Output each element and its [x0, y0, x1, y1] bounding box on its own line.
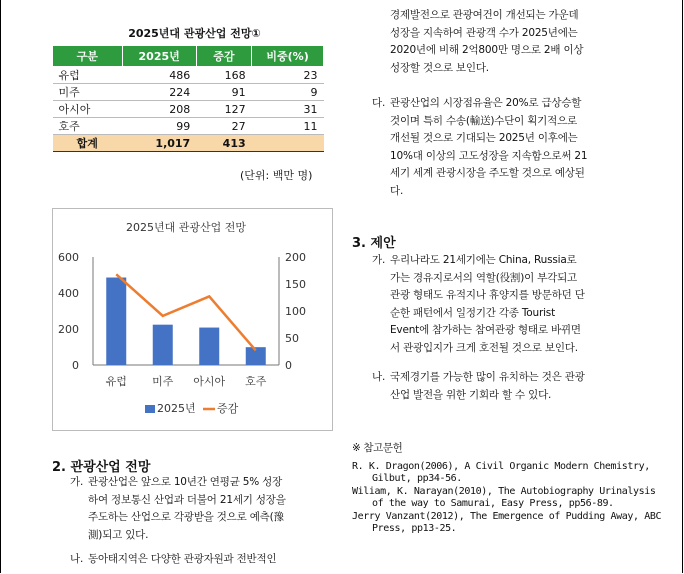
y-tick-right: 50: [285, 332, 299, 345]
row-name: 유럽: [53, 67, 123, 84]
text-line: 성장할 것으로 보인다.: [390, 61, 489, 74]
reference-item: R. K. Dragon(2006), A Civil Organic Modern Chemistry, Gilbut, pp34-56.: [352, 460, 650, 484]
row-name: 아시아: [53, 101, 123, 118]
row-change: 27: [196, 118, 251, 135]
text-line: 산업 발전을 위한 기회라 할 수 있다.: [390, 388, 552, 401]
total-share: [252, 135, 324, 152]
header-category: 구분: [53, 46, 123, 67]
text-line: 국제경기를 가능한 많이 유치하는 것은 관광: [390, 371, 585, 383]
text-line: 10%대 이상의 고도성장을 지속함으로써 21: [390, 149, 588, 162]
text-line: 관광 형태도 유적지나 휴양지를 방문하던 단: [390, 289, 585, 301]
item-marker: 다.: [372, 97, 386, 109]
references: [352, 442, 662, 536]
section2-item-ga: [70, 474, 338, 548]
table-total-row: [53, 135, 324, 152]
text-line: 경제발전으로 관광여건이 개선되는 가운데: [390, 9, 579, 21]
text-line: 동아태지역은 다양한 관광자원과 전반적인: [88, 553, 277, 565]
bar: [153, 325, 173, 365]
combo-chart: [53, 209, 332, 430]
row-change: 91: [196, 84, 251, 101]
header-2025: 2025년: [122, 46, 196, 67]
row-2025: 224: [122, 84, 196, 101]
x-tick-label: 아시아: [193, 375, 226, 388]
reference-item: Wiliam, K. Narayan(2010), The Autobiography Urinalysis of the way to Samurai, Easy Press, pp56-89.: [352, 485, 656, 509]
y-tick-right: 200: [285, 251, 306, 264]
x-tick-label: 유럽: [105, 375, 127, 388]
text-line: 세기 세계 관광시장을 주도할 것으로 예상된: [390, 167, 585, 179]
item-marker: 가.: [70, 476, 84, 488]
table-header-row: [53, 46, 324, 67]
statistics-table: [52, 45, 324, 152]
reference-item: Jerry Vanzant(2012), The Emergence of Pudding Away, ABC Press, pp13-25.: [352, 510, 662, 534]
bar: [199, 328, 219, 365]
x-tick-label: 호주: [245, 375, 267, 388]
text-line: 것이며 특히 수송(輸送)수단이 획기적으로: [390, 114, 577, 127]
text-line: 서 관광입지가 크게 호전될 것으로 보인다.: [390, 341, 578, 354]
row-share: 23: [252, 67, 324, 84]
item-marker: 나.: [372, 371, 386, 383]
header-share: 비중(%): [252, 46, 324, 67]
legend-label-bar: 2025년: [157, 402, 196, 415]
text-line: 관광산업의 시장점유율은 20%로 급상승할: [390, 97, 582, 109]
section3-heading: 3. 제안: [352, 236, 396, 251]
text-line: 주도하는 산업으로 각광받을 것으로 예측(豫: [88, 511, 284, 523]
y-tick-left: 400: [58, 287, 79, 300]
total-2025: 1,017: [122, 135, 196, 152]
y-tick-left: 600: [58, 251, 79, 264]
section2-item-na: [70, 551, 338, 569]
total-change: 413: [196, 135, 251, 152]
y-tick-left: 200: [58, 323, 79, 336]
chart-frame: [52, 208, 333, 431]
text-line: 가는 경유지로서의 역할(役割)이 부각되고: [390, 271, 577, 284]
row-share: 9: [252, 84, 324, 101]
bar: [106, 278, 126, 365]
text-line: Event에 참가하는 참여관광 형태로 바뀌면: [390, 324, 581, 336]
legend-label-line: 증감: [217, 402, 239, 415]
y-tick-right: 0: [285, 359, 292, 372]
x-tick-label: 미주: [152, 375, 174, 388]
text-line: 우리나라도 21세기에는 China, Russia로: [390, 254, 577, 266]
total-name: 합계: [53, 135, 123, 152]
section3-item-na: [372, 369, 662, 407]
y-tick-right: 150: [285, 278, 306, 291]
row-2025: 486: [122, 67, 196, 84]
table-row: [53, 84, 324, 101]
text-line: 2020년에 비해 2억800만 명으로 2배 이상: [390, 44, 584, 56]
table-row: [53, 101, 324, 118]
row-2025: 99: [122, 118, 196, 135]
table-unit: (단위: 백만 명): [240, 169, 313, 182]
text-line: 순한 패턴에서 일정기간 각종 Tourist: [390, 306, 555, 319]
text-line: 하여 정보통신 산업과 더불어 21세기 성장을: [88, 493, 286, 506]
table-row: [53, 118, 324, 135]
text-line: 성장을 지속하여 관광객 수가 2025년에는: [390, 26, 578, 39]
text-line: 개선될 것으로 기대되는 2025년 이후에는: [390, 132, 578, 144]
text-line: 관광산업은 앞으로 10년간 연평균 5% 성장: [88, 476, 283, 488]
legend-swatch-bar: [145, 405, 155, 413]
references-title: ※ 참고문헌: [352, 442, 403, 454]
row-share: 11: [252, 118, 324, 135]
row-name: 미주: [53, 84, 123, 101]
section3-item-ga: [372, 252, 662, 362]
chart-title: 2025년대 관광산업 전망: [126, 221, 246, 234]
line-series-change: [116, 274, 256, 350]
item-marker: 나.: [70, 553, 84, 565]
item-da: [372, 95, 662, 205]
row-change: 168: [196, 67, 251, 84]
y-tick-right: 100: [285, 305, 306, 318]
table-title: 2025년대 관광산업 전망①: [128, 27, 261, 40]
row-change: 127: [196, 101, 251, 118]
row-share: 31: [252, 101, 324, 118]
text-line: 다.: [390, 184, 404, 197]
text-line: 測)되고 있다.: [88, 528, 149, 541]
row-name: 호주: [53, 118, 123, 135]
header-change: 증감: [196, 46, 251, 67]
item-marker: 가.: [372, 254, 386, 266]
row-2025: 208: [122, 101, 196, 118]
y-tick-left: 0: [72, 359, 79, 372]
section2-heading: 2. 관광산업 전망: [52, 460, 151, 475]
table-row: [53, 67, 324, 84]
